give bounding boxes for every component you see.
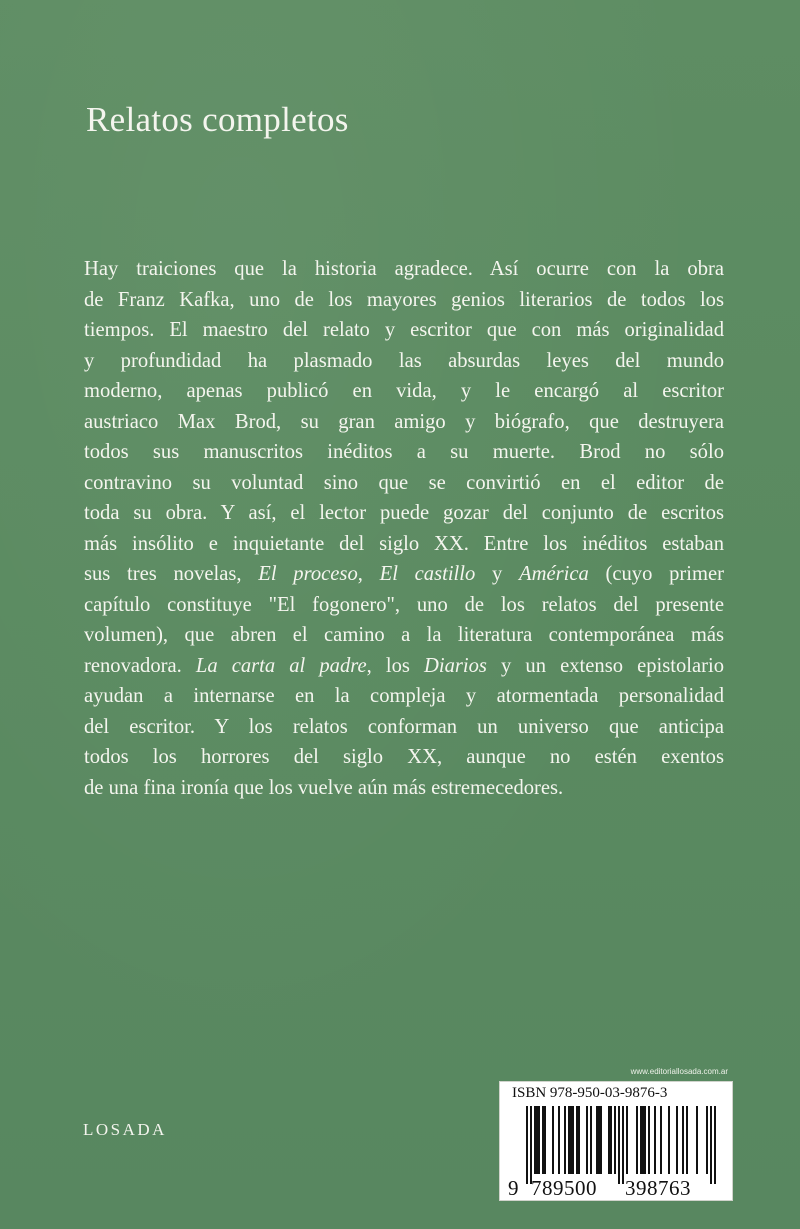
- barcode-bar: [578, 1106, 580, 1174]
- blurb-segment: (cuyo primer: [588, 563, 725, 585]
- barcode-bar: [552, 1106, 554, 1174]
- barcode-bar: [660, 1106, 662, 1174]
- barcode-bar: [526, 1106, 528, 1184]
- barcode-bar: [542, 1106, 544, 1174]
- publisher-website: www.editoriallosada.com.ar: [630, 1067, 728, 1076]
- barcode-bar: [572, 1106, 574, 1174]
- blurb-segment: contravino su voluntad sino que se convirtió en el editor de: [84, 471, 724, 494]
- barcode-digits-right: 398763: [625, 1176, 691, 1200]
- barcode-bar: [714, 1106, 716, 1184]
- blurb-line: [84, 590, 724, 621]
- publisher-name: LOSADA: [83, 1120, 167, 1139]
- blurb-segment: volumen), que abren el camino a la literatura contemporánea más: [84, 624, 724, 646]
- blurb-line: [84, 620, 724, 651]
- blurb-segment: , los: [366, 654, 424, 677]
- barcode-bar: [576, 1106, 578, 1174]
- blurb-segment: sus tres novelas,: [84, 563, 259, 585]
- blurb-line: [84, 285, 724, 316]
- barcode-bar: [610, 1106, 612, 1174]
- barcode-bar: [558, 1106, 560, 1174]
- blurb-segment: toda su obra. Y así, el lector puede gozar del conjunto de escritos: [84, 502, 724, 524]
- barcode-bar: [696, 1106, 698, 1174]
- blurb-line: [84, 468, 724, 499]
- blurb-segment: y profundidad ha plasmado las absurdas leyes del mundo: [84, 349, 724, 372]
- blurb-line: [84, 407, 724, 438]
- isbn-barcode: [499, 1081, 733, 1201]
- barcode-bar: [608, 1106, 610, 1174]
- blurb-segment: ayudan a internarse en la compleja y atormentada personalidad: [84, 685, 724, 707]
- barcode-bar: [706, 1106, 708, 1174]
- barcode-bar: [530, 1106, 532, 1184]
- barcode-bar: [640, 1106, 642, 1174]
- blurb-segment: y un extenso epistolario: [486, 654, 725, 677]
- barcode-bar: [568, 1106, 570, 1174]
- barcode-bar: [642, 1106, 644, 1174]
- book-title-italic: El castillo: [379, 563, 476, 585]
- blurb-line: [84, 559, 724, 590]
- barcode-bar: [598, 1106, 600, 1174]
- blurb-line: [84, 254, 724, 285]
- blurb-line: [84, 315, 724, 346]
- blurb-segment: del escritor. Y los relatos conforman un universo que anticipa: [84, 715, 724, 738]
- barcode-bar: [618, 1106, 620, 1184]
- barcode-bar: [534, 1106, 536, 1174]
- isbn-label: ISBN 978-950-03-9876-3: [512, 1085, 668, 1101]
- barcode-bar: [622, 1106, 624, 1184]
- blurb-segment: renovadora.: [84, 654, 196, 677]
- blurb-text: [84, 254, 724, 803]
- blurb-segment: capítulo constituye "El fogonero", uno de los relatos del presente: [84, 593, 724, 616]
- blurb-line: [84, 712, 724, 743]
- barcode-bar: [710, 1106, 712, 1184]
- barcode-bar: [570, 1106, 572, 1174]
- blurb-line: [84, 376, 724, 407]
- blurb-segment: ,: [357, 563, 380, 585]
- blurb-line: [84, 346, 724, 377]
- barcode-bar: [564, 1106, 566, 1174]
- barcode-bar: [636, 1106, 638, 1174]
- blurb-segment: de una fina ironía que los vuelve aún más estremecedores.: [84, 776, 564, 799]
- blurb-segment: más insólito e inquietante del siglo XX. Entre los inéditos estaban: [84, 532, 724, 555]
- barcode-bar: [536, 1106, 538, 1174]
- barcode-bar: [682, 1106, 684, 1174]
- blurb-segment: todos los horrores del siglo XX, aunque no estén exentos: [84, 746, 724, 768]
- blurb-segment: tiempos. El maestro del relato y escritor que con más originalidad: [84, 319, 724, 341]
- blurb-line: [84, 773, 724, 804]
- barcode-bar: [686, 1106, 688, 1174]
- barcode-bar: [676, 1106, 678, 1174]
- blurb-line: [84, 742, 724, 773]
- barcode-digits-left: 789500: [531, 1176, 597, 1200]
- barcode-bar: [614, 1106, 616, 1174]
- blurb-segment: y: [475, 563, 520, 585]
- barcode-bar: [538, 1106, 540, 1174]
- book-title: Relatos completos: [86, 100, 349, 139]
- blurb-line: [84, 681, 724, 712]
- barcode-bar: [586, 1106, 588, 1174]
- barcode-bar: [626, 1106, 628, 1174]
- barcode-bar: [600, 1106, 602, 1174]
- barcode-bar: [590, 1106, 592, 1174]
- blurb-segment: austriaco Max Brod, su gran amigo y biógrafo, que destruyera: [84, 410, 724, 433]
- blurb-line: [84, 498, 724, 529]
- blurb-segment: Hay traiciones que la historia agradece. Así ocurre con la obra: [84, 258, 724, 280]
- barcode-bar: [654, 1106, 656, 1174]
- book-title-italic: América: [519, 563, 589, 585]
- book-title-italic: Diarios: [424, 654, 487, 677]
- book-title-italic: El proceso: [258, 563, 358, 585]
- barcode-bar: [644, 1106, 646, 1174]
- blurb-line: [84, 529, 724, 560]
- barcode-bar: [648, 1106, 650, 1174]
- barcode-bar: [544, 1106, 546, 1174]
- barcode-bar: [668, 1106, 670, 1174]
- blurb-line: [84, 651, 724, 682]
- blurb-line: [84, 437, 724, 468]
- blurb-segment: moderno, apenas publicó en vida, y le encargó al escritor: [84, 380, 724, 402]
- blurb-segment: todos sus manuscritos inéditos a su muerte. Brod no sólo: [84, 441, 724, 463]
- blurb-segment: de Franz Kafka, uno de los mayores genios literarios de todos los: [84, 288, 724, 311]
- barcode-digit-first: 9: [508, 1176, 519, 1200]
- book-title-italic: La carta al padre: [195, 654, 367, 677]
- barcode-bar: [596, 1106, 598, 1174]
